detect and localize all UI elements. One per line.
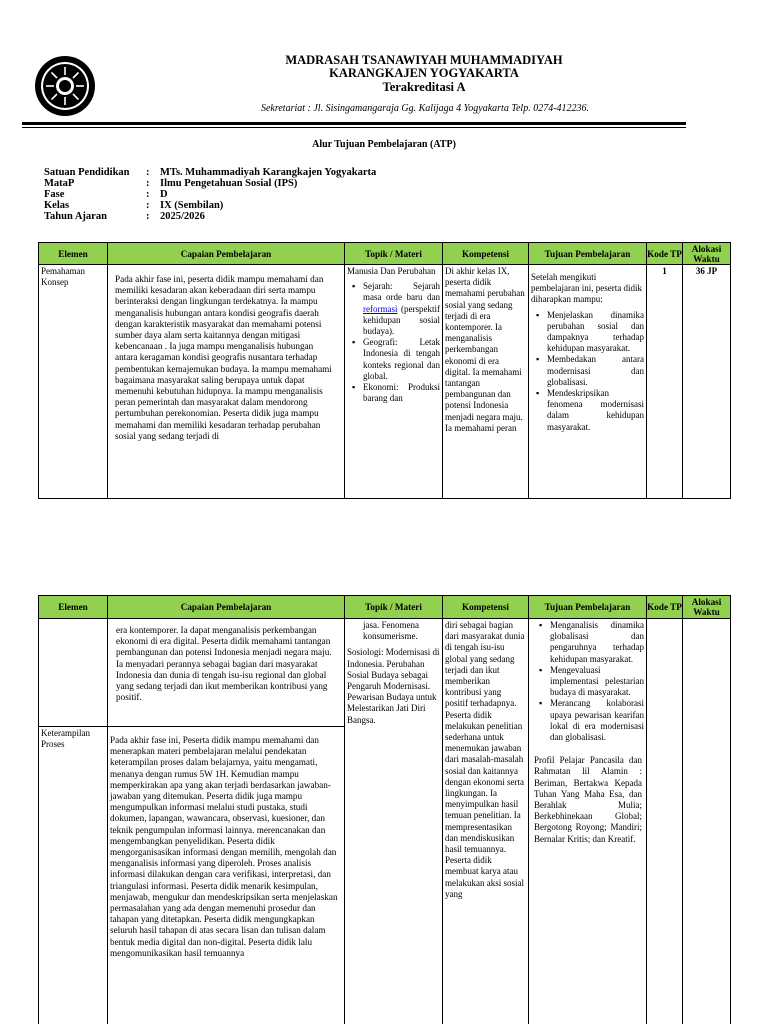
tujuan-item: ▪ Menganalisis dinamika globalisasi dan pengaruhnya terhadap kehidupan masyarakat. [534, 620, 644, 665]
reformasi-link[interactable]: reformasi [363, 303, 398, 314]
identity-row: Kelas : IX (Sembilan) [44, 200, 224, 211]
kode-cell: 1 [662, 266, 667, 276]
header-divider [22, 122, 686, 125]
col-capaian: Capaian Pembelajaran [108, 596, 345, 619]
identity-row: MataP : Ilmu Pengetahuan Sosial (IPS) [44, 178, 298, 189]
col-kompetensi: Kompetensi [443, 596, 529, 619]
kompetensi-cell: diri sebagai bagian dari masyarakat dunia di tengah isu-isu global yang sedang terjadi dan ikut memberikan kontribusi yang positif terhadapnya. Peserta didik melakukan penelitian sederhana untuk menemukan jawaban dari masalah-masalah sosial dan kaitannya dengan ekonomi serta lingkungan. Ia menyimpulkan hasil temuan penelitian. Ia mempresentasikan dan mendiskusikan hasil temuannya. Peserta didik membuat karya atau melakukan aksi sosial yang [445, 620, 525, 899]
topik-cont: jasa. Fenomena konsumerisme. [363, 620, 419, 642]
col-kode: Kode TP [647, 596, 683, 619]
table-header-row [39, 596, 731, 619]
col-tujuan: Tujuan Pembelajaran [529, 596, 647, 619]
col-topik: Topik / Materi [345, 243, 443, 265]
topik-cell [345, 619, 442, 1024]
school-name-line-1: MADRASAH TSANAWIYAH MUHAMMADIYAH [285, 53, 563, 67]
col-alokasi: Alokasi Waktu [683, 243, 731, 265]
tujuan-item: ▪ Mengevaluasi implementasi pelestarian budaya di masyarakat. [534, 665, 644, 699]
col-alokasi: Alokasi Waktu [683, 596, 731, 619]
capaian-cell: Pada akhir fase ini, peserta didik mampu memahami dan memiliki kesadaran akan keberadaan diri serta mampu berinteraksi dengan lingkungan terdekatnya. Ia mampu menganalisis hubungan antara kondisi geografis daerah dengan karakteristik masyarakat dan memahami potensi sumber daya alam serta kaitannya dengan mitigasi kebencanaan . Ia juga mampu menganalisis hubungan antara keragaman kondisi geografis nusantara terhadap pembentukan kemajemukan budaya. Ia mampu memahami bagaimana masyarakat saling berupaya untuk dapat memenuhi kebutuhan hidupnya. Ia mampu menganalisis peran pemerintah dan masyarakat dalam mendorong pertumbuhan perekonomian. Peserta didik juga mampu memahami dan memiliki kesadaran terhadap perubahan sosial yang sedang terjadi di [115, 274, 332, 441]
tujuan-item: ▪ Merancang kolaborasi upaya pewarisan kearifan lokal di era modernisasi dan globalisasi. [534, 698, 644, 743]
topik-title: Manusia Dan Perubahan [347, 266, 436, 276]
col-kode: Kode TP [647, 243, 683, 265]
school-name-line-2: KARANGKAJEN YOGYAKARTA [329, 66, 519, 80]
topik-item: ▪ Geografi: Letak Indonesia di tengah konteks regional dan global. [347, 337, 440, 382]
address: Sekretariat : Jl. Sisingamangaraja Gg. Kalijaga 4 Yogyakarta Telp. 0274-412236. [260, 103, 590, 114]
header-divider-thin [22, 127, 686, 128]
identity-row: Satuan Pendidikan : MTs. Muhammadiyah Karangkajen Yogyakarta [44, 167, 377, 178]
col-kompetensi: Kompetensi [443, 243, 529, 265]
topik-item: ▪ Sejarah: Sejarah masa orde baru dan reformasi (perspektif kehidupan sosial budaya). [347, 281, 440, 337]
col-elemen: Elemen [39, 596, 108, 619]
table-header-row [39, 243, 731, 265]
tujuan-item: ▪ Membedakan antara modernisasi dan globalisasi. [531, 354, 644, 388]
identity-block [44, 167, 376, 222]
topik-sosiologi: Sosiologi: Modernisasi di Indonesia. Perubahan Sosial Budaya sebagai Pengaruh Modernisasi. Pewarisan Budaya untuk Melestarikan Jati Diri Bangsa. [347, 647, 440, 725]
kompetensi-cell: Di akhir kelas IX, peserta didik memahami perubahan sosial yang sedang terjadi di era kontemporer. Ia menganalisis perkembangan ekonomi di era digital. Ia memahami tantangan pembangunan dan potensi Indonesia menjadi negara maju. Ia memahami peran [445, 266, 525, 433]
capaian-cell: Pada akhir fase ini, Peserta didik mampu memahami dan menerapkan materi pembelajaran melalui pendekatan keterampilan proses dalam belajarnya, yaitu mengamati, menanya dengan rumus 5W 1H. Kemudian mampu memperkirakan apa yang akan terjadi berdasarkan jawaban-jawaban yang ditemukan. Peserta didik juga mampu mengumpulkan informasi melalui studi pustaka, studi dokumen, lapangan, wawancara, observasi, kuesioner, dan teknik pengumpulan informasi lainnya. merencanakan dan mengembangkan penyelidikan. Peserta didik mengorganisasikan informasi dengan memilih, mengolah dan menganalisis informasi yang diperoleh. Proses analisis informasi dilakukan dengan cara verifikasi, interpretasi, dan triangulasi informasi. Peserta didik menarik kesimpulan, menjawab, mengukur dan mendeskripsikan serta menjelaskan permasalahan yang ada dengan memenuhi prosedur dan tahapan yang ditetapkan. Peserta didik mengungkapkan seluruh hasil tahapan di atas secara lisan dan tulisan dalam bentuk media digital dan non-digital. Peserta didik lalu mengomunikasikan hasil temuannya [110, 735, 338, 958]
elemen-cell [39, 619, 107, 621]
kode-cell [647, 619, 682, 621]
profil-pelajar: Profil Pelajar Pancasila dan Rahmatan lil Alamin : Beriman, Bertakwa Kepada Tuhan Yang Maha Esa, dan Berahlak Mulia; Berkebhinekaan Global; Bergotong Royong; Mandiri; Bernalar Kritis; dan Kreatif. [534, 755, 642, 844]
identity-row: Fase : D [44, 189, 168, 200]
identity-row: Tahun Ajaran : 2025/2026 [44, 211, 205, 222]
alokasi-cell [683, 619, 730, 621]
tujuan-cell [529, 265, 646, 497]
alokasi-cell: 36 JP [695, 266, 718, 276]
accreditation: Terakreditasi A [382, 80, 466, 94]
document-title: Alur Tujuan Pembelajaran (ATP) [312, 139, 456, 150]
elemen-cell: Pemahaman Konsep [41, 266, 85, 288]
col-topik: Topik / Materi [345, 596, 443, 619]
col-tujuan: Tujuan Pembelajaran [529, 243, 647, 265]
school-logo [34, 55, 96, 117]
elemen-cell: Keterampilan Proses [41, 728, 90, 750]
col-capaian: Capaian Pembelajaran [108, 243, 345, 265]
tujuan-item: ▪ Mendeskripsikan fenomena modernisasi dalam kehidupan masyarakat. [531, 388, 644, 433]
tujuan-item: ▪ Menjelaskan dinamika perubahan sosial dan dampaknya terhadap kehidupan masyarakat. [531, 310, 644, 355]
topik-item: ▪ Ekonomi: Produksi barang dan [347, 382, 440, 404]
capaian-continued: era kontemporer. Ia dapat menganalisis perkembangan ekonomi di era digital. Peserta didik memahami tantangan pembangunan dan potensi Indonesia menjadi negara maju. Ia menyadari perannya sebagai bagian dari masyarakat Indonesia dan dunia di tengah isu-isu regional dan global yang sedang terjadi dan ikut memberikan kontribusi yang positif. [116, 625, 332, 703]
col-elemen: Elemen [39, 243, 108, 265]
tujuan-intro: Setelah mengikuti pembelajaran ini, peserta didik diharapkan mampu: [531, 272, 642, 305]
table-row [39, 265, 731, 499]
tujuan-cell [529, 619, 646, 1024]
topik-cell [345, 265, 442, 497]
atp-table-1 [38, 242, 731, 499]
